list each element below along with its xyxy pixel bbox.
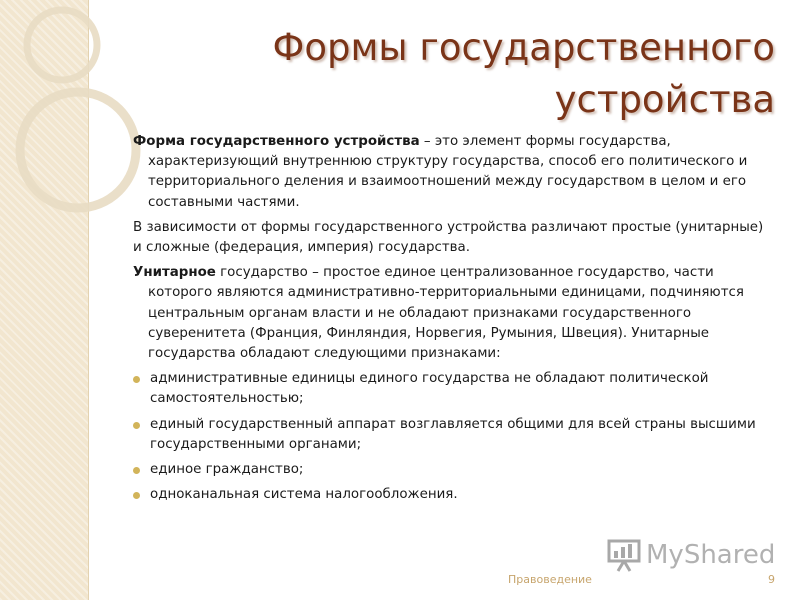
definition-term: Форма государственного устройства	[133, 134, 420, 149]
unitary-text: государство – простое единое централизованное государство, части которого являются административно-территориальными единицами, подчиняются центральным органам власти и не обладают признаками государственного суверенитета (Франция, Финляндия, Норвегия, Румыния, Швеция). Унитарные государства обладают следующими признаками:	[148, 265, 744, 362]
ring-small	[27, 10, 97, 80]
ring-large	[20, 92, 136, 208]
list-item-text: единое гражданство;	[150, 462, 304, 478]
definition-paragraph	[133, 132, 773, 213]
list-item	[133, 415, 773, 455]
list-item-text: одноканальная система налогообложения.	[150, 487, 458, 503]
title-line-2: устройства	[554, 78, 775, 121]
slide-title	[260, 22, 775, 126]
title-line-1: Формы государственного	[272, 26, 775, 69]
list-item	[133, 485, 773, 505]
logo-text: MyShared	[646, 540, 776, 570]
watermark-logo	[606, 537, 775, 573]
page-number: 9	[768, 573, 775, 586]
bullet-icon	[133, 467, 140, 474]
bullet-icon	[133, 422, 140, 429]
list-item-text: единый государственный аппарат возглавляется общими для всей страны высшими государственными органами;	[150, 416, 756, 452]
definition-text: – это элемент формы государства, характеризующий внутреннюю структуру государства, способ его политического и территориального деления и взаимоотношений между государством в целом и его составными частями.	[148, 134, 748, 210]
bullet-icon	[133, 376, 140, 383]
unitary-term: Унитарное	[133, 265, 216, 281]
list-item-text: административные единицы единого государства не обладают политической самостоятельностью;	[150, 371, 709, 407]
features-list	[133, 369, 773, 505]
list-item	[133, 460, 773, 480]
footer-subject: Правоведение	[508, 573, 592, 586]
bullet-icon	[133, 492, 140, 499]
classification-paragraph: В зависимости от формы государственного устройства различают простые (унитарные) и сложные (федерация, империя) государства.	[133, 219, 764, 256]
presentation-icon	[606, 537, 642, 573]
slide-body	[133, 132, 773, 510]
list-item	[133, 369, 773, 409]
unitary-paragraph	[133, 263, 773, 364]
